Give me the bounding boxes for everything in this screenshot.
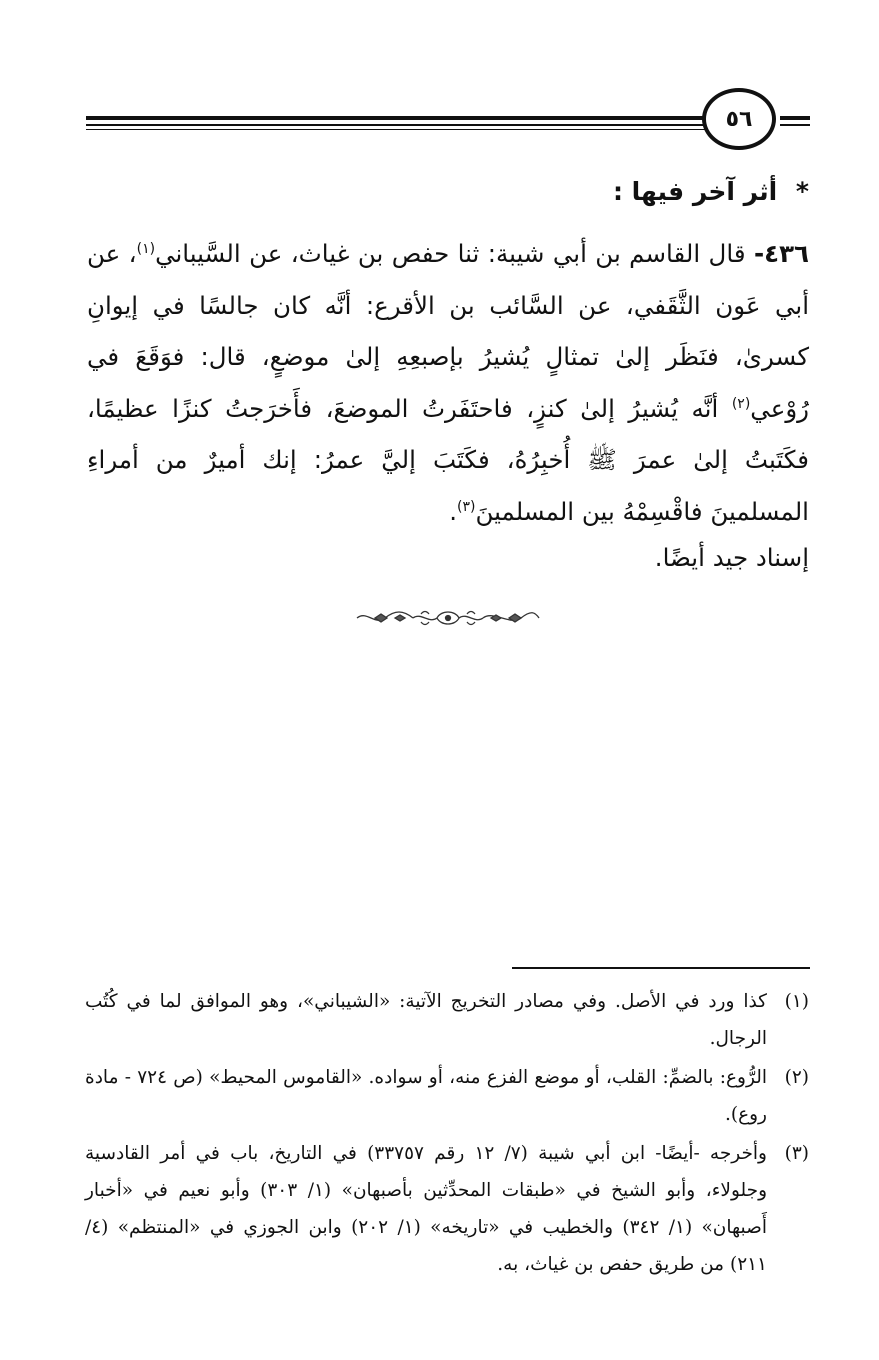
footnotes [85, 983, 809, 1285]
hadith-text-part-1: قال القاسم بن أبي شيبة: ثنا حفص بن غياث، عن السَّيباني [155, 239, 746, 268]
hadith-text [87, 228, 809, 537]
page-number-badge [702, 88, 776, 150]
header-tail-rule-thin [780, 124, 810, 126]
section-divider-ornament-icon [355, 606, 541, 630]
asterisk-icon: * [795, 177, 809, 206]
hadith-text-part-2: ، عن أبي عَون الثَّقَفي، عن السَّائب بن الأقرع: أنَّه كان جالسًا في إيوانِ كسرىٰ، فنَظَر إلىٰ تمثالٍ يُشيرُ بإصبعِهِ إلىٰ موضعٍ، قال: فوَقَعَ في رُوْعي [87, 239, 809, 423]
footnote-ref-3[interactable]: (٣) [457, 498, 476, 515]
section-heading [89, 172, 809, 212]
header-rule-medium [86, 124, 706, 126]
footnote-text: كذا ورد في الأصل. وفي مصادر التخريج الآتية: «الشيباني»، وهو الموافق لما في كُتُب الرجال. [85, 991, 767, 1049]
header-tail-rule [780, 116, 810, 120]
page-number: ٥٦ [725, 106, 753, 132]
footnote-ref-1[interactable]: (١) [136, 240, 156, 257]
section-heading-text: أثر آخر فيها : [612, 177, 778, 206]
footnote-number: (٣) [784, 1143, 809, 1164]
footnote-2 [85, 1059, 809, 1133]
footnote-1 [85, 983, 809, 1057]
hadith-text-part-3: أنَّه يُشيرُ إلىٰ كنزٍ، فاحتَفَرتُ الموضعَ، فأَخرَجتُ كنزًا عظيمًا، فكَتَبتُ إلىٰ عمرَ ﷺ أُخبِرُهُ، فكَتَبَ إليَّ عمرُ: إنك أميرٌ من أمراءِ المسلمينَ فاقْسِمْهُ بين المسلمينَ [87, 393, 809, 526]
hadith-text-part-4: . [449, 496, 458, 526]
footnote-3 [85, 1135, 809, 1283]
hadith-number: ٤٣٦- [753, 239, 809, 268]
footnote-separator [512, 967, 810, 969]
header-rule-thin [86, 129, 706, 130]
footnote-number: (١) [784, 991, 809, 1012]
page-header [86, 88, 810, 160]
footnote-text: وأخرجه -أيضًا- ابن أبي شيبة (٧/ ١٢ رقم ٣٣٧٥٧) في التاريخ، باب في أمر القادسية وجلولاء، وأبو الشيخ في «طبقات المحدِّثين بأصبهان» (١/ ٣٠٣) وأبو نعيم في «أخبار أَصبهان» (١/ ٣٤٢) والخطيب في «تاريخه» (١/ ٢٠٢) وابن الجوزي في «المنتظم» (٤/ ٢١١) من طريق حفص بن غياث، به. [85, 1143, 767, 1275]
footnote-ref-2[interactable]: (٢) [731, 395, 751, 412]
hadith-paragraph [87, 228, 809, 537]
footnote-number: (٢) [784, 1067, 809, 1088]
header-rule-thick [86, 116, 706, 120]
isnad-verdict: إسناد جيد أيضًا. [654, 543, 809, 572]
footnote-text: الرُّوع: بالضمِّ: القلب، أو موضع الفزع منه، أو سواده. «القاموس المحيط» (ص ٧٢٤ - مادة روع). [85, 1067, 767, 1125]
